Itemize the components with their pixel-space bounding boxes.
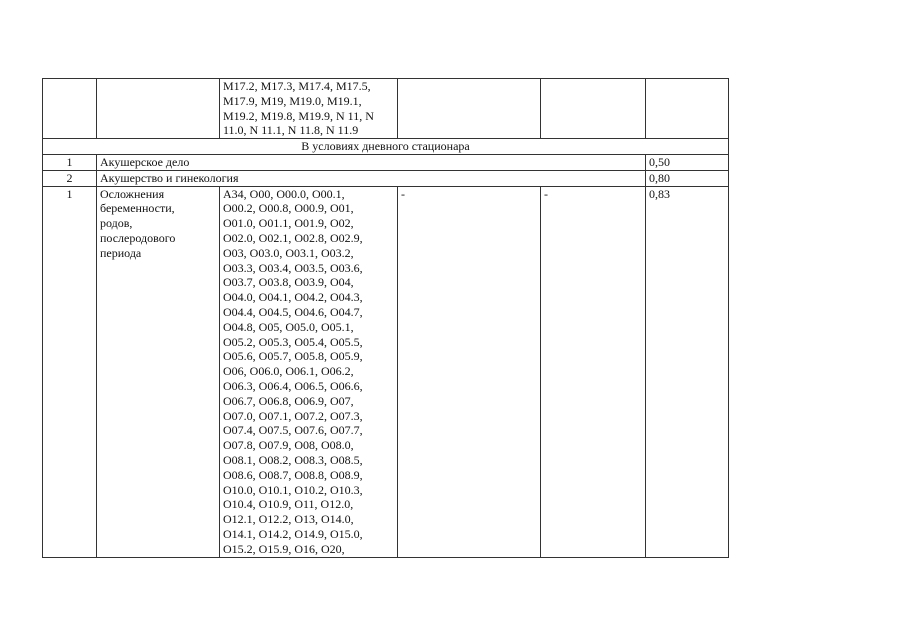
row-number-cell bbox=[43, 79, 97, 139]
group-row bbox=[43, 186, 729, 557]
profile-label: Акушерство и гинекология bbox=[97, 170, 646, 186]
profile-coefficient: 0,50 bbox=[646, 154, 729, 170]
group-other-criteria: - bbox=[541, 186, 646, 557]
continuation-row bbox=[43, 79, 729, 139]
profile-row bbox=[43, 154, 729, 170]
profile-row bbox=[43, 170, 729, 186]
profile-number: 2 bbox=[43, 170, 97, 186]
section-header: В условиях дневного стационара bbox=[43, 139, 729, 155]
group-number: 1 bbox=[43, 186, 97, 557]
procedure-codes-cell bbox=[398, 79, 541, 139]
tariff-coefficients-table bbox=[42, 78, 729, 558]
other-criteria-cell bbox=[541, 79, 646, 139]
coefficient-cell bbox=[646, 79, 729, 139]
profile-label: Акушерское дело bbox=[97, 154, 646, 170]
group-coefficient: 0,83 bbox=[646, 186, 729, 557]
group-name-cell bbox=[97, 79, 220, 139]
group-procedure-codes: - bbox=[398, 186, 541, 557]
section-header-row bbox=[43, 139, 729, 155]
group-name: Осложнения беременности, родов, послеродового периода bbox=[97, 186, 220, 557]
profile-coefficient: 0,80 bbox=[646, 170, 729, 186]
diagnosis-codes-cell: M17.2, M17.3, M17.4, M17.5, M17.9, M19, M19.0, M19.1, M19.2, M19.8, M19.9, N 11, N 11.0, N 11.1, N 11.8, N 11.9 bbox=[220, 79, 398, 139]
group-diagnosis-codes: А34, О00, О00.0, О00.1, О00.2, О00.8, О00.9, О01, О01.0, О01.1, О01.9, О02, О02.0, О02.1, О02.8, О02.9, О03, О03.0, О03.1, О03.2, О03.3, О03.4, О03.5, О03.6, О03.7, О03.8, О03.9, О04, О04.0, О04.1, О04.2, О04.3, О04.4, О04.5, О04.6, О04.7, О04.8, О05, О05.0, О05.1, О05.2, О05.3, О05.4, О05.5, О05.6, О05.7, О05.8, О05.9, О06, О06.0, О06.1, О06.2, О06.3, О06.4, О06.5, О06.6, О06.7, О06.8, О06.9, О07, О07.0, О07.1, О07.2, О07.3, О07.4, О07.5, О07.6, О07.7, О07.8, О07.9, О08, О08.0, О08.1, О08.2, О08.3, О08.5, О08.6, О08.7, О08.8, О08.9, О10.0, О10.1, О10.2, О10.3, О10.4, О10.9, О11, О12.0, О12.1, О12.2, О13, О14.0, О14.1, О14.2, О14.9, О15.0, О15.2, О15.9, О16, О20, bbox=[220, 186, 398, 557]
profile-number: 1 bbox=[43, 154, 97, 170]
